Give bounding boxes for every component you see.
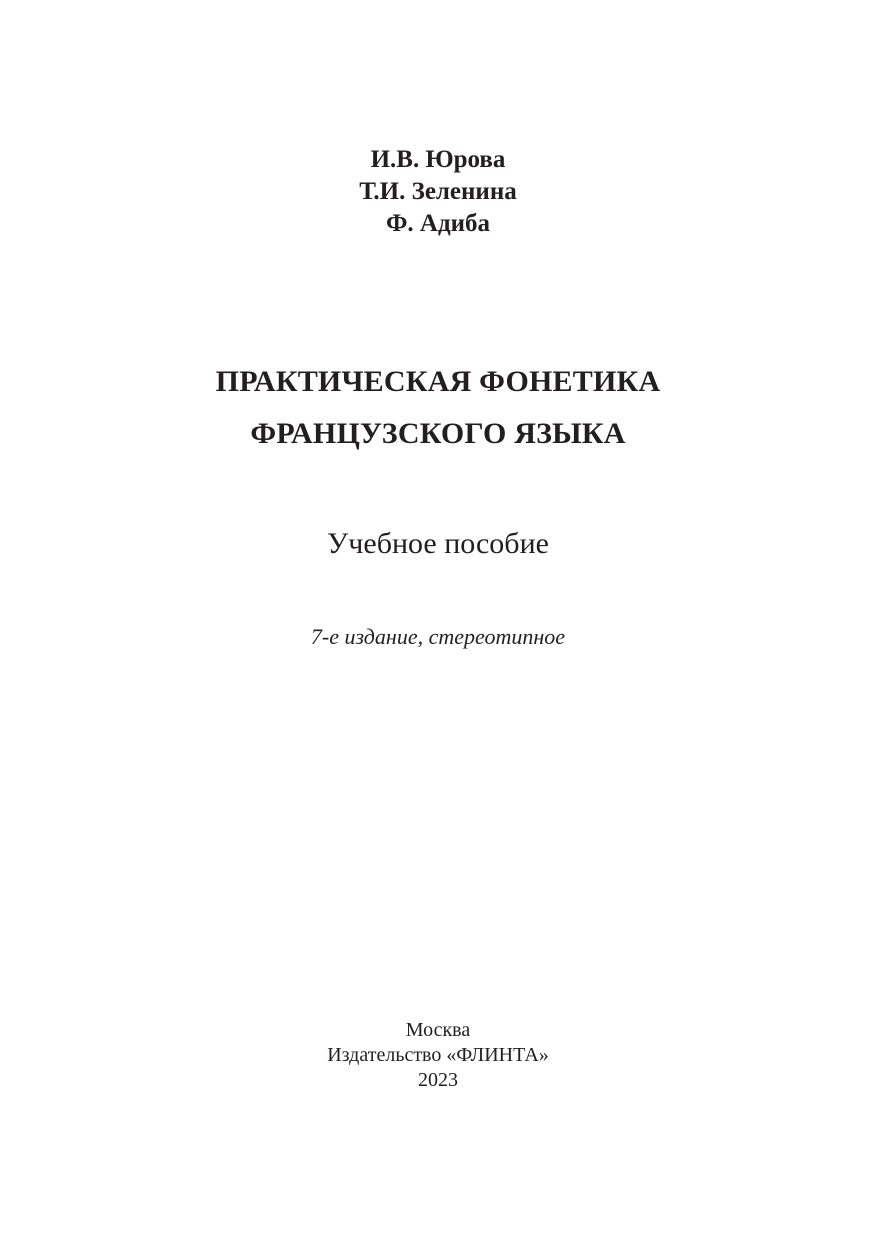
imprint-publisher: Издательство «ФЛИНТА» xyxy=(327,1044,549,1066)
authors-list xyxy=(0,144,876,240)
author-name: И.В. Юрова xyxy=(370,146,506,173)
imprint-year: 2023 xyxy=(418,1069,458,1091)
author-name: Ф. Адиба xyxy=(385,210,491,237)
edition-note: 7-е издание, стереотипное xyxy=(310,624,566,649)
book-subtitle: Учебное пособие xyxy=(327,527,549,560)
book-title-line-1: ПРАКТИЧЕСКАЯ ФОНЕТИКА xyxy=(215,365,661,398)
imprint-city: Москва xyxy=(405,1019,471,1041)
imprint xyxy=(0,1018,876,1093)
book-title-line-2: ФРАНЦУЗСКОГО ЯЗЫКА xyxy=(250,417,626,450)
book-title xyxy=(0,356,876,460)
author-name: Т.И. Зеленина xyxy=(359,178,517,205)
